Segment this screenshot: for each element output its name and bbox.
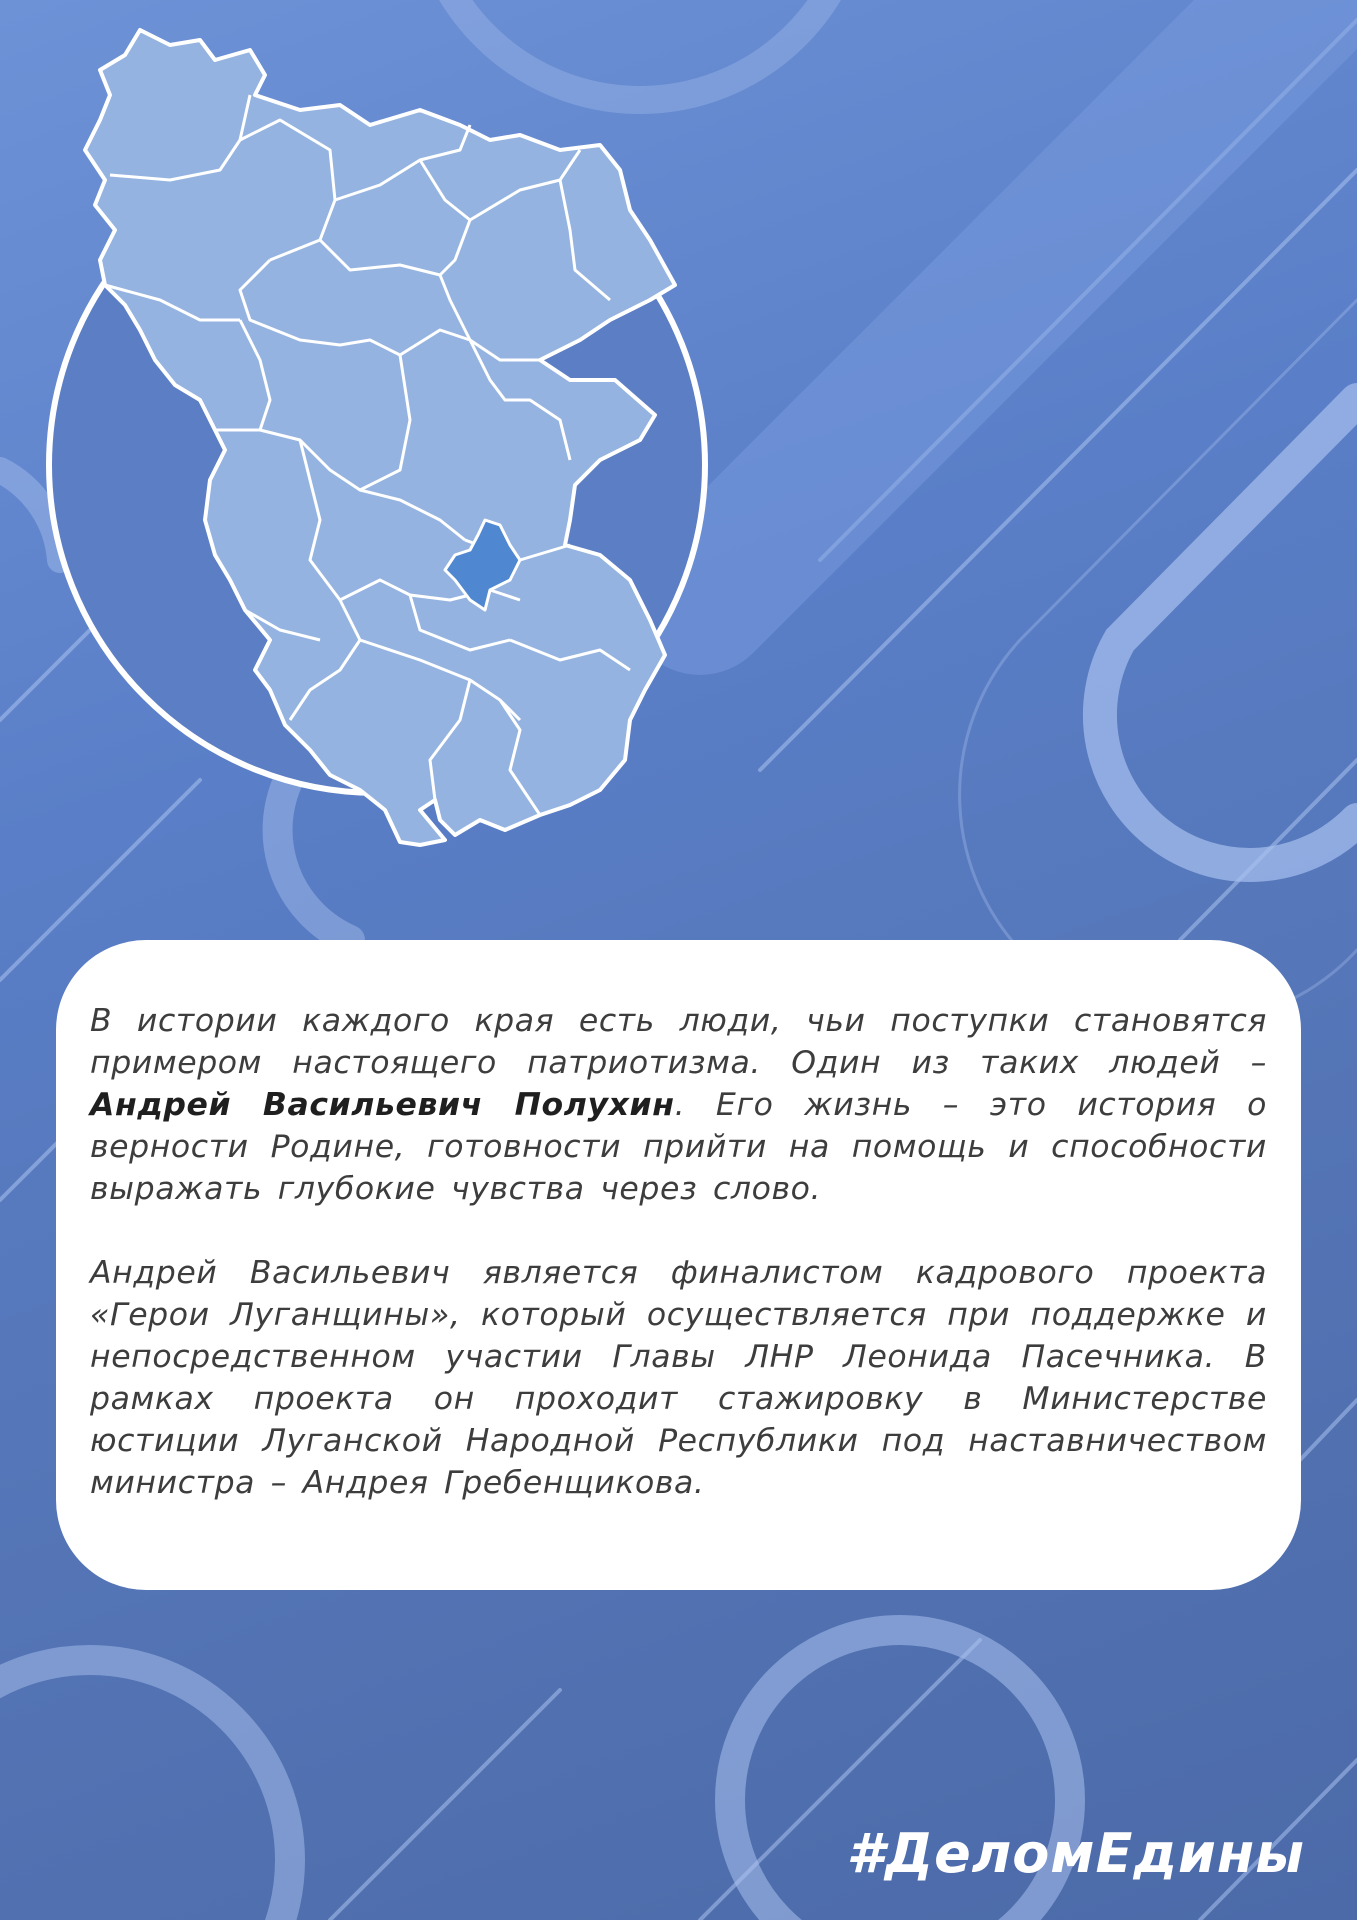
person-name: Андрей Васильевич Полухин [90, 1087, 675, 1123]
hashtag: #ДеломЕдины [846, 1822, 1305, 1885]
intro-text: В истории каждого края есть люди, чьи поступки становятся примером настоящего патриотизма. Один из таких людей – [90, 1003, 1267, 1081]
text-card [56, 940, 1301, 1590]
intro-rest: . Его жизнь – это история о верности Родине, готовности прийти на помощь и способности выражать глубокие чувства через слово. [90, 1087, 1267, 1207]
intro-paragraph [90, 1000, 1267, 1210]
project-paragraph: Андрей Васильевич является финалистом кадрового проекта «Герои Луганщины», который осуществляется при поддержке и непосредственном участии Главы ЛНР Леонида Пасечника. В рамках проекта он проходит стажировку в Министерстве юстиции Луганской Народной Республики под наставничеством министра – Андрея Гребенщикова. [90, 1255, 1267, 1501]
region-map [0, 0, 720, 860]
